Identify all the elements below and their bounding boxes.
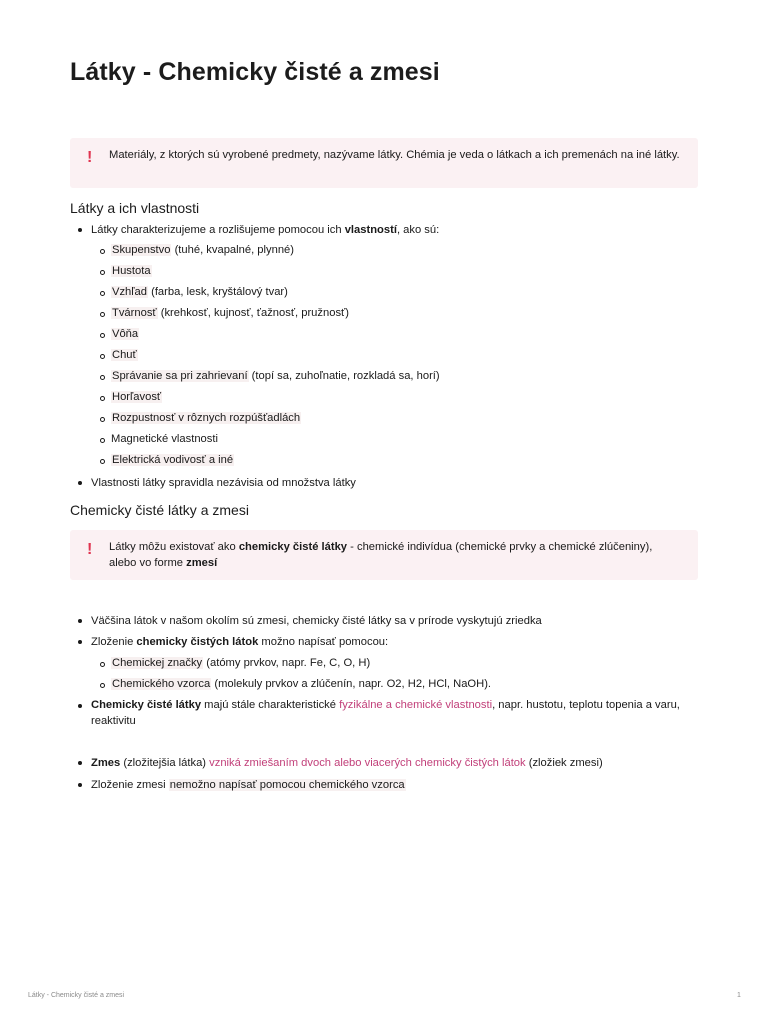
list-item [91,634,388,650]
property-item [111,326,139,342]
bullet-circle [100,662,105,667]
bullet-circle [100,459,105,464]
property-term: Chuť [112,349,137,361]
list-item: Vlastnosti látky spravidla nezávisia od množstva látky [91,477,356,489]
property-item [111,410,301,426]
bullet-dot [78,228,82,232]
callout-text: Materiály, z ktorých sú vyrobené predmety, nazývame látky. Chémia je veda o látkach a ich premenách na iné látky. [109,149,680,161]
callout-text: Látky môžu existovať ako [109,541,239,553]
exclamation-icon: ! [87,541,93,558]
bullet-circle [100,438,105,443]
list-item [91,697,691,729]
formula-term: Chemického vzorca [112,678,211,690]
property-term: Skupenstvo [112,244,171,256]
list-item-bold: vlastností [344,224,397,236]
property-term: Horľavosť [112,391,162,403]
list-item-text: Zloženie [91,636,137,648]
property-item [111,389,162,405]
page-title: Látky - Chemicky čisté a zmesi [70,58,440,86]
list-item-text: , napr. hustotu, teplotu topenia a varu, reaktivitu [91,699,680,727]
list-item-text: (zložiek zmesi) [525,757,603,769]
footer-title: Látky - Chemicky čisté a zmesi [28,992,125,999]
bullet-circle [100,333,105,338]
exclamation-icon: ! [87,149,93,166]
section-heading-pure-substances: Chemicky čisté látky a zmesi [70,502,249,518]
list-item-text: (zložitejšia látka) [120,757,210,769]
list-item-bold: Chemicky čisté látky [91,699,202,711]
list-item-text: Látky charakterizujeme a rozlišujeme pomocou ich [91,224,345,236]
callout-pure-substances [70,530,698,580]
bullet-circle [100,354,105,359]
property-detail: (krehkosť, kujnosť, ťažnosť, pružnosť) [157,307,349,319]
property-term: Správanie sa pri zahrievaní [112,370,248,382]
property-item [111,305,349,321]
bullet-dot [78,704,82,708]
bullet-circle [100,312,105,317]
bullet-dot [78,619,82,623]
bullet-circle [100,417,105,422]
list-item [91,755,603,771]
property-detail: (topí sa, zuhoľnatie, rozkladá sa, horí) [248,370,440,382]
property-term: Rozpustnosť v rôznych rozpúšťadlách [112,412,301,424]
list-item [91,777,406,793]
list-item-text: možno napísať pomocou: [258,636,389,648]
list-item: Väčšina látok v našom okolím sú zmesi, chemicky čisté látky sa v prírode vyskytujú zriedka [91,615,542,627]
list-item-highlight: fyzikálne a chemické vlastnosti [339,699,493,711]
bullet-dot [78,783,82,787]
bullet-dot [78,640,82,644]
list-item-bold: chemicky čistých látok [136,636,259,648]
property-item [111,452,234,468]
bullet-dot [78,481,82,485]
property-item [111,242,294,258]
list-item [91,222,439,238]
list-item-highlight: vzniká zmiešaním dvoch alebo viacerých chemicky čistých látok [209,757,526,769]
property-detail: Magnetické vlastnosti [111,433,218,445]
formula-detail: (atómy prvkov, napr. Fe, C, O, H) [203,657,371,669]
list-item-text: Zloženie zmesi [91,779,169,791]
bullet-circle [100,396,105,401]
property-term: Vzhľad [112,286,147,298]
property-detail: (farba, lesk, kryštálový tvar) [147,286,288,298]
callout-bold: zmesí [186,556,218,569]
formula-term: Chemickej značky [112,657,203,669]
bullet-circle [100,291,105,296]
callout-materials [70,138,698,188]
property-item [111,431,218,447]
property-term: Hustota [112,265,151,277]
callout-bold: chemicky čisté látky [238,541,348,553]
page-number: 1 [737,992,741,999]
formula-detail: (molekuly prvkov a zlúčenín, napr. O2, H2, HCl, NaOH). [211,678,492,690]
property-term: Vôňa [112,328,139,340]
property-item [111,263,152,279]
bullet-circle [100,375,105,380]
property-term: Tvárnosť [112,307,157,319]
property-item [111,368,440,384]
list-item-bold: Zmes [91,757,121,769]
callout-text: - chemické indivídua (chemické prvky a chemické zlúčeniny), alebo vo forme [109,541,653,569]
bullet-dot [78,761,82,765]
property-item [111,284,288,300]
list-item-highlight: nemožno napísať pomocou chemického vzorca [169,779,405,791]
bullet-circle [100,270,105,275]
property-detail: (tuhé, kvapalné, plynné) [171,244,294,256]
formula-item [111,676,491,692]
section-heading-properties: Látky a ich vlastnosti [70,200,200,216]
bullet-circle [100,249,105,254]
list-item-text: , ako sú: [396,224,440,236]
bullet-circle [100,683,105,688]
formula-item [111,655,370,671]
list-item-text: majú stále charakteristické [201,699,340,711]
property-term: Elektrická vodivosť a iné [112,454,234,466]
property-item [111,347,138,363]
